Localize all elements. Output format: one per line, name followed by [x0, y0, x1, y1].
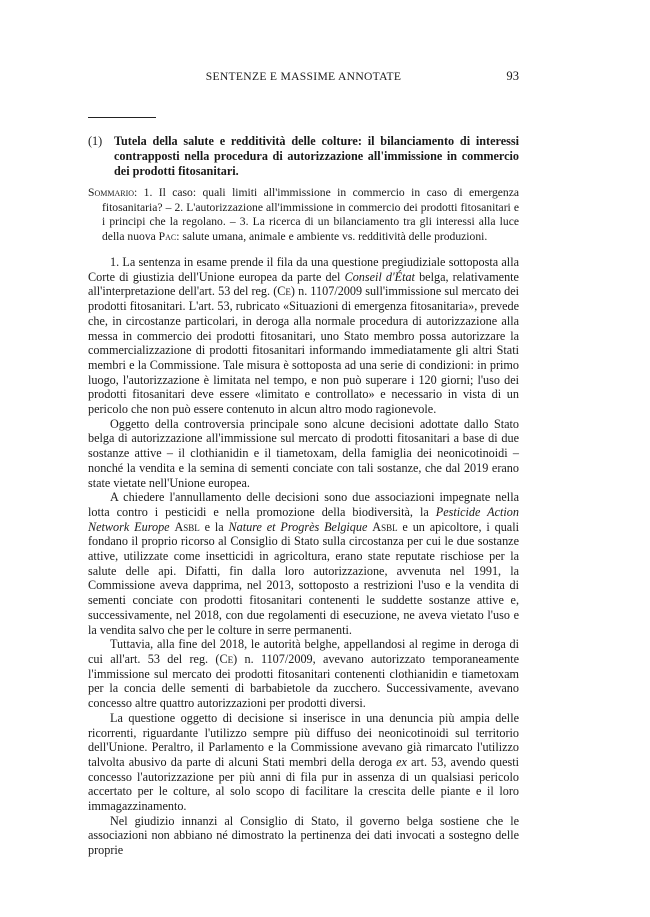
page-number: 93: [506, 69, 519, 83]
p3-text-a: A chiedere l'annullamento delle decisioni sono due associazioni impegnate nella lotta contro i pesticidi e nella promozione della biodiversità, la: [88, 490, 519, 519]
p5-text-a: La questione oggetto di decisione si inserisce in una denuncia più ampia delle ricorrenti, riguardante l'utilizzo sempre più diffuso dei neonicotinoidi sul territorio dell'Unione. Peraltro, il Parlamento e la Commissione avevano già rimarcato l'utilizzo talvolta abusivo da parte di alcuni Stati membri della deroga: [88, 710, 519, 769]
p4-ce: Ce: [219, 651, 234, 666]
paragraph-6: Nel giudizio innanzi al Consiglio di Stato, il governo belga sostiene che le associazioni non abbiano né dimostrato la pertinenza dei dati invocati a sostegno delle proprie: [88, 813, 519, 858]
footnote-heading: [88, 134, 519, 180]
p3-pan: Pesticide Action Network Europe: [88, 504, 519, 534]
footnote-marker: (1): [88, 134, 103, 148]
paragraph-1: [88, 255, 519, 417]
summary-body: : 1. Il caso: quali limiti all'immissione in commercio in caso di emergenza fitosanitaria? – 2. L'autorizzazione all'immissione in commercio dei prodotti fitosanitari e i principi che la regolano. – 3. La ricerca di un bilanciamento tra gli interessi alla luce della nuova: [102, 186, 519, 243]
p1-ce: Ce: [277, 284, 291, 299]
p1-text-a: 1. La sentenza in esame prende il fila da una questione pregiudiziale sottoposta alla Corte di giustizia dell'Unione europea da parte del: [88, 255, 519, 284]
p3-asbl-2: Asbl: [372, 519, 398, 534]
running-head: SENTENZE E MASSIME ANNOTATE: [205, 70, 402, 83]
p4-text-a: Tuttavia, alla fine del 2018, le autorità belghe, appellandosi al regime in deroga di cui all'art. 53 del reg. (: [88, 637, 519, 666]
p3-nature: Nature et Progrès Belgique: [228, 519, 368, 534]
paragraph-3: [88, 490, 519, 637]
p5-text-b: art. 53, avendo questi concesso l'autorizzazione per più anni di fila pur in assenza di un qualsiasi pericolo accertato per le colture, al solo scopo di facilitare la crescita delle piante e il loro immagazzinamento.: [88, 754, 519, 814]
p3-text-b: e la: [199, 519, 229, 534]
p4-text-b: ) n. 1107/2009, avevano autorizzato temporaneamente l'immissione sul mercato dei prodotti fitosanitari contenenti clothianidin e tiametoxam per la concia delle sementi di barbabietole da zucchero. Successivamente, avevano concesso altre quattro autorizzazioni per prodotti diversi.: [88, 651, 519, 711]
summary-end: : salute umana, animale e ambiente vs. redditività delle produzioni.: [176, 229, 488, 243]
summary-block: [88, 186, 519, 244]
p1-text-b: belga, relativamente all'interpretazione dell'art. 53 del reg. (: [88, 269, 519, 299]
p3-asbl-1: Asbl: [174, 519, 200, 534]
summary-pac: Pac: [158, 229, 177, 243]
paragraph-5: [88, 711, 519, 814]
page-header: [88, 70, 519, 86]
p5-ex: ex: [396, 754, 407, 769]
summary-label: Sommario: [88, 186, 135, 199]
article-body: [88, 255, 519, 858]
p3-text-c: e un apicoltore, i quali fondano il proprio ricorso al Consiglio di Stato sulla circostanza per cui le due sostanze attive, utilizzate come insetticidi in agricoltura, erano state reputate rischiose per la salute delle api. Difatti, fin dalla loro autorizzazione, avvenuta nel 1991, la Commissione aveva dapprima, nel 2013, sottoposto a restrizioni l'uso e la vendita di sementi conciate con prodotti fitosanitari contenenti le suddette sostanze attive e, successivamente, nel 2018, con due regolamenti di esecuzione, ne aveva vietato l'uso e la vendita salvo che per le colture in serre permanenti.: [88, 519, 519, 637]
p1-text-c: ) n. 1107/2009 sull'immissione sul mercato dei prodotti fitosanitari. L'art. 53, rubricato «Situazioni di emergenza fitosanitaria», prevede che, in circostanze particolari, in deroga alla normale procedura di autorizzazione alla messa in commercio dei prodotti fitosanitari, uno Stato membro possa autorizzare la commercializzazione di prodotti fitosanitari informando immediatamente gli altri Stati membri e la Commissione. Tale misura è sottoposta ad una serie di condizioni: in primo luogo, l'autorizzazione è limitata nel tempo, e non può superare i 120 giorni; l'uso dei prodotti fitosanitari deve essere «limitato e controllato» e necessario in vista di un pericolo che non può essere contenuto in alcun altro modo ragionevole.: [88, 284, 520, 417]
footnote-divider: [88, 117, 156, 118]
summary-text: [88, 186, 519, 244]
footnote-title: Tutela della salute e redditività delle colture: il bilanciamento di interessi contrapposti nella procedura di autorizzazione all'immissione in commercio dei prodotti fitosanitari.: [114, 134, 519, 179]
p1-conseil: Conseil d'État: [344, 269, 415, 284]
paragraph-2: Oggetto della controversia principale sono alcune decisioni adottate dallo Stato belga di autorizzazione all'immissione sul mercato di prodotti fitosanitari a base di due sostanze attive – il clothianidin e il tiametoxam, della famiglia dei neonicotinoidi – nonché la vendita e la semina di sementi conciate con tali sostanze, che dal 2019 erano state vietate nell'Unione europea.: [88, 416, 519, 490]
paragraph-4: [88, 637, 519, 711]
